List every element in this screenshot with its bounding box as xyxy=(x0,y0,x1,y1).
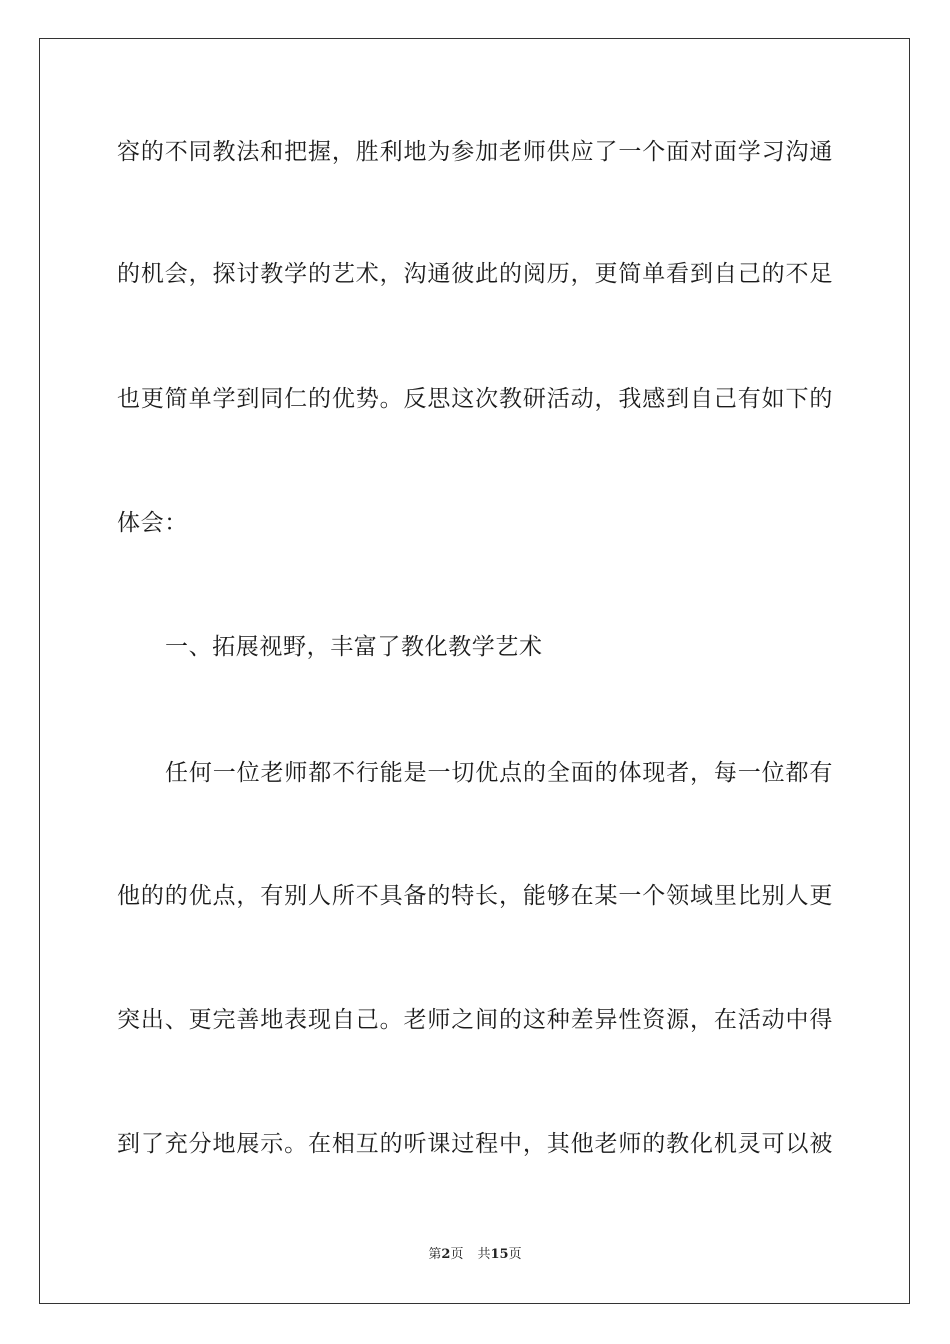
page-footer xyxy=(0,1247,950,1263)
body-text-line: 他的的优点，有别人所不具备的特长，能够在某一个领域里比别人更 xyxy=(117,883,833,909)
total-label-suffix: 页 xyxy=(508,1247,522,1262)
body-text-line: 突出、更完善地表现自己。老师之间的这种差异性资源，在活动中得 xyxy=(117,1007,833,1033)
body-text-line: 体会： xyxy=(117,510,188,536)
total-label-prefix: 共 xyxy=(477,1247,491,1262)
page-label-prefix: 第 xyxy=(428,1247,442,1262)
page-label-suffix: 页 xyxy=(450,1247,464,1262)
total-pages: 15 xyxy=(490,1247,509,1262)
body-text-line: 任何一位老师都不行能是一切优点的全面的体现者，每一位都有 xyxy=(165,760,833,786)
page-number: 2 xyxy=(441,1247,451,1262)
body-text-line: 容的不同教法和把握，胜利地为参加老师供应了一个面对面学习沟通 xyxy=(117,139,833,165)
body-text-line: 到了充分地展示。在相互的听课过程中，其他老师的教化机灵可以被 xyxy=(117,1131,833,1157)
page-border xyxy=(39,38,910,1304)
body-text-line: 的机会，探讨教学的艺术，沟通彼此的阅历，更简单看到自己的不足 xyxy=(117,261,833,287)
section-heading: 一、拓展视野，丰富了教化教学艺术 xyxy=(165,634,543,660)
body-text-line: 也更简单学到同仁的优势。反思这次教研活动，我感到自己有如下的 xyxy=(117,386,833,412)
